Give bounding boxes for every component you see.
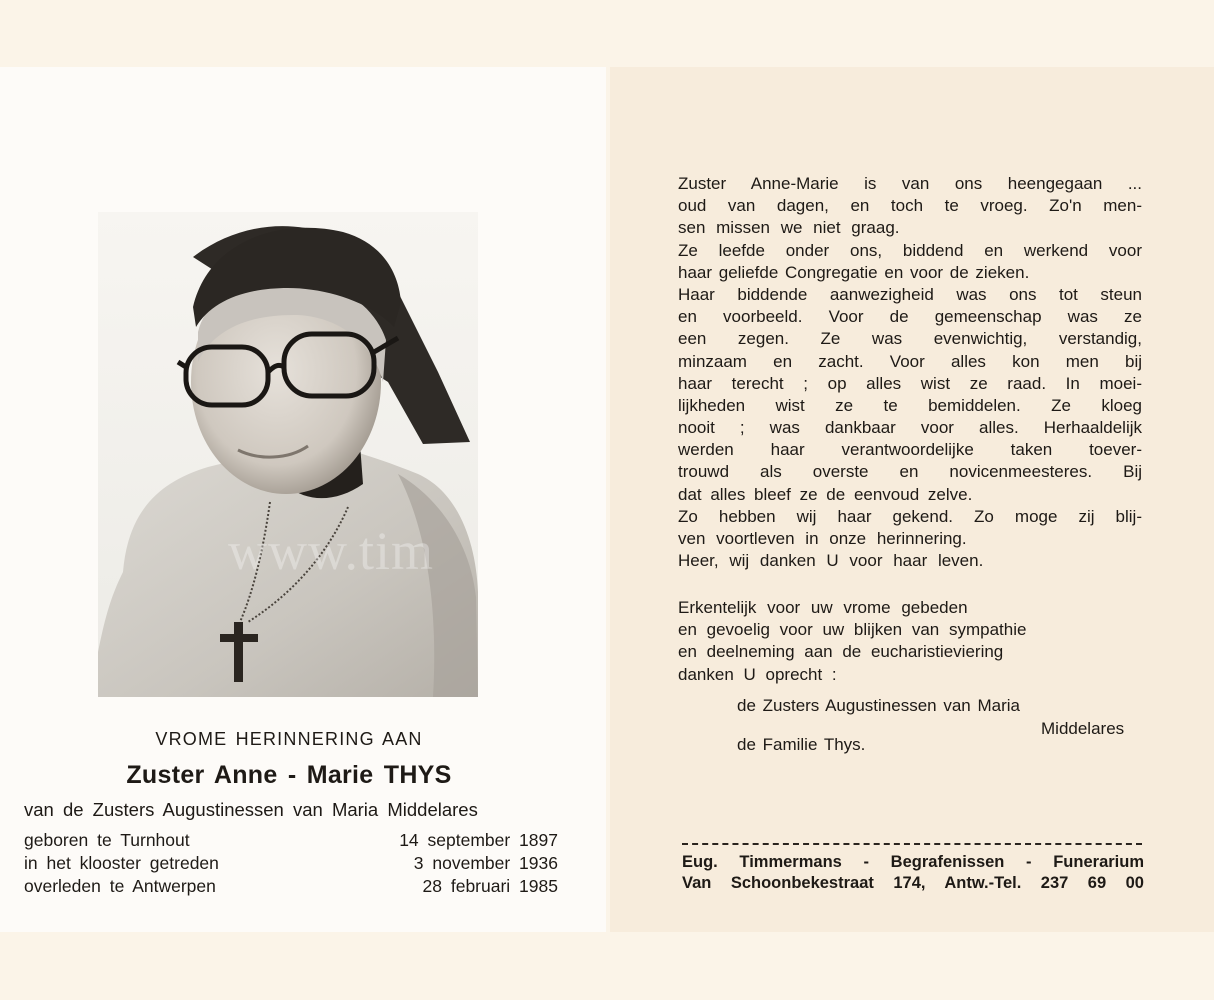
memorial-text (678, 173, 1142, 572)
memorial-heading: VROME HERINNERING AAN (155, 729, 423, 749)
text-line: Erkentelijk voor uw vrome gebeden (678, 598, 968, 617)
footer-line: Van Schoonbekestraat 174, Antw.-Tel. 237 69 00 (682, 874, 1144, 892)
footer-divider (682, 843, 1142, 845)
text-line: danken U oprecht : (678, 664, 837, 684)
fact-row-convent (24, 852, 558, 875)
signature-congregation-cont: Middelares (1041, 719, 1125, 738)
watermark-text: www.tim (228, 521, 434, 581)
fact-date: 14 september 1897 (399, 830, 558, 850)
text-line: werden haar verantwoordelijke taken toever- (678, 440, 1142, 460)
congregation-line: van de Zusters Augustinessen van Maria Middelares (24, 799, 478, 820)
memorial-card-back (610, 67, 1214, 932)
signature-family: de Familie Thys. (737, 735, 866, 754)
fact-label: geboren te Turnhout (24, 830, 190, 850)
fact-date: 3 november 1936 (413, 853, 558, 873)
text-line: nooit ; was dankbaar voor alles. Herhaaldelijk (678, 418, 1142, 438)
deceased-name: Zuster Anne - Marie THYS (126, 761, 452, 789)
text-line: Zuster Anne-Marie is van ons heengegaan ... (678, 174, 1142, 193)
text-line: en gevoelig voor uw blijken van sympathie (678, 620, 1027, 640)
text-line: oud van dagen, en toch te vroeg. Zo'n men- (678, 196, 1142, 216)
text-line: ven voortleven in onze herinnering. (678, 529, 967, 548)
text-line: trouwd als overste en novicenmeesteres. Bij (678, 462, 1142, 482)
text-line: Ze leefde onder ons, biddend en werkend voor (678, 240, 1142, 260)
text-line: Heer, wij danken U voor haar leven. (678, 551, 984, 571)
fact-row-birth (24, 829, 558, 852)
text-line: Zo hebben wij haar gekend. Zo moge zij blij- (678, 506, 1142, 526)
text-line: minzaam en zacht. Voor alles kon men bij (678, 351, 1142, 371)
memorial-card-front (0, 67, 606, 932)
text-line: en deelneming aan de eucharistieviering (678, 642, 1004, 662)
fact-label: in het klooster getreden (24, 853, 219, 873)
text-line: haar geliefde Congregatie en voor de zieken. (678, 262, 1030, 282)
fact-label: overleden te Antwerpen (24, 876, 216, 896)
footer-line: Eug. Timmermans - Begrafenissen - Funerarium (682, 853, 1144, 871)
text-line: sen missen we niet graag. (678, 218, 900, 238)
funeral-home-footer (682, 852, 1144, 894)
life-facts (24, 829, 558, 898)
text-line: en voorbeeld. Voor de gemeenschap was ze (678, 307, 1142, 327)
fact-row-death (24, 875, 558, 898)
fact-date: 28 februari 1985 (422, 876, 558, 896)
text-line: lijkheden wist ze te bemiddelen. Ze kloeg (678, 395, 1142, 415)
signature-congregation: de Zusters Augustinessen van Maria (737, 696, 1020, 715)
text-line: dat alles bleef ze de eenvoud zelve. (678, 484, 973, 504)
thanks-text (678, 597, 1148, 686)
text-line: een zegen. Ze was evenwichtig, verstandig, (678, 329, 1142, 349)
text-line: Haar biddende aanwezigheid was ons tot steun (678, 284, 1142, 304)
portrait-photo (98, 212, 478, 697)
text-line: haar terecht ; op alles wist ze raad. In moei- (678, 373, 1142, 393)
